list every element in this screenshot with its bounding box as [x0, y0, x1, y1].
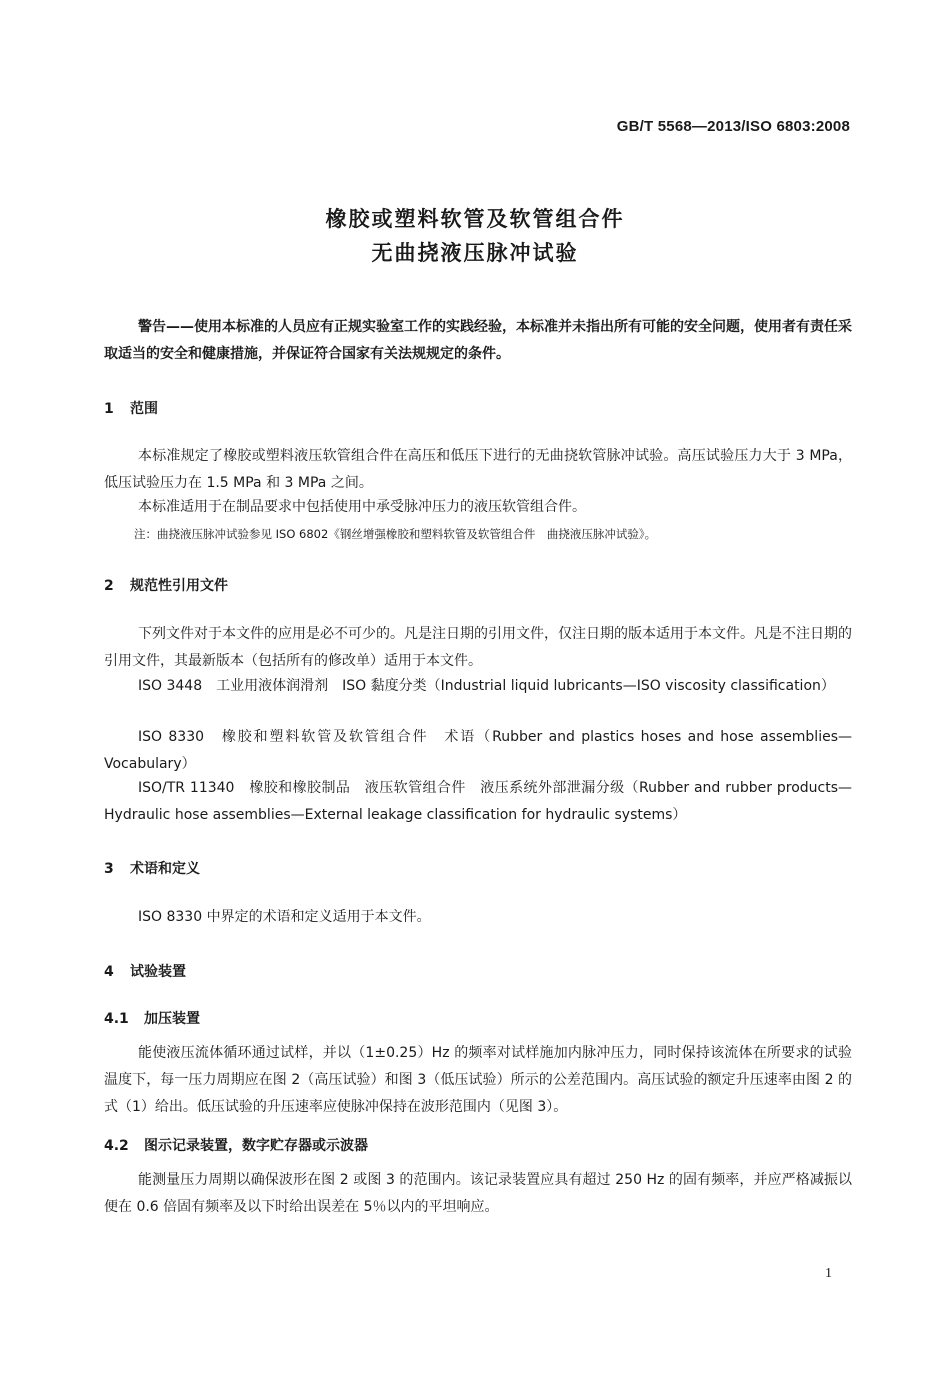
document-title-line-2: 无曲挠液压脉冲试验 — [371, 241, 579, 265]
reference-iso-8330: ISO 8330 橡胶和塑料软管及软管组合件 术语（Rubber and plastics hoses and hose assemblies—Vocabulary） — [104, 729, 852, 772]
reference-iso-tr-11340: ISO/TR 11340 橡胶和橡胶制品 液压软管组合件 液压系统外部泄漏分级（Rubber and rubber products—Hydraulic hose assemblies—External leakage classification for hydraulic systems） — [104, 780, 852, 823]
subsection-4-1-heading — [104, 1008, 200, 1028]
warning-text: 使用本标准的人员应有正规实验室工作的实践经验，本标准并未指出所有可能的安全问题，使用者有责任采取适当的安全和健康措施，并保证符合国家有关法规规定的条件。 — [104, 319, 852, 362]
section-title: 术语和定义 — [130, 861, 200, 877]
section-number: 4 — [104, 964, 114, 980]
section-title: 范围 — [130, 401, 158, 417]
section-3-heading — [104, 858, 200, 878]
reference-iso-3448: ISO 3448 工业用液体润滑剂 ISO 黏度分类（Industrial liquid lubricants—ISO viscosity classification） — [138, 678, 835, 694]
standard-code: GB/T 5568—2013/ISO 6803:2008 — [616, 118, 850, 135]
section-3-paragraph-1: ISO 8330 中界定的术语和定义适用于本文件。 — [138, 909, 431, 925]
section-1-heading — [104, 398, 158, 418]
subsection-number: 4.1 — [104, 1011, 129, 1027]
subsection-4-1-paragraph: 能使液压流体循环通过试样，并以（1±0.25）Hz 的频率对试样施加内脉冲压力，同时保持该流体在所要求的试验温度下，每一压力周期应在图 2（高压试验）和图 3（低压试验）所示的公差范围内。高压试验的额定升压速率由图 2 的式（1）给出。低压试验的升压速率应使脉冲保持在波形范围内（见图 3）。 — [104, 1045, 852, 1115]
section-1-note: 注：曲挠液压脉冲试验参见 ISO 6802《钢丝增强橡胶和塑料软管及软管组合件 曲挠液压脉冲试验》。 — [134, 527, 657, 541]
section-1-paragraph-1: 本标准规定了橡胶或塑料液压软管组合件在高压和低压下进行的无曲挠软管脉冲试验。高压试验压力大于 3 MPa，低压试验压力在 1.5 MPa 和 3 MPa 之间。 — [104, 448, 852, 491]
warning-label: 警告—— — [138, 319, 194, 335]
section-number: 2 — [104, 578, 114, 594]
subsection-4-2-heading — [104, 1135, 368, 1155]
section-2-paragraph-1: 下列文件对于本文件的应用是必不可少的。凡是注日期的引用文件，仅注日期的版本适用于本文件。凡是不注日期的引用文件，其最新版本（包括所有的修改单）适用于本文件。 — [104, 626, 852, 669]
section-title: 试验装置 — [130, 964, 186, 980]
warning-paragraph — [104, 314, 852, 368]
section-title: 规范性引用文件 — [130, 578, 228, 594]
subsection-number: 4.2 — [104, 1138, 129, 1154]
section-4-heading — [104, 961, 186, 981]
document-title-line-1: 橡胶或塑料软管及软管组合件 — [325, 207, 625, 231]
section-1-paragraph-2: 本标准适用于在制品要求中包括使用中承受脉冲压力的液压软管组合件。 — [138, 499, 586, 515]
page-number: 1 — [825, 1266, 832, 1281]
subsection-4-2-paragraph: 能测量压力周期以确保波形在图 2 或图 3 的范围内。该记录装置应具有超过 250 Hz 的固有频率，并应严格减振以便在 0.6 倍固有频率及以下时给出误差在 5％以内的平坦响应。 — [104, 1172, 852, 1215]
section-number: 1 — [104, 401, 114, 417]
subsection-title: 图示记录装置，数字贮存器或示波器 — [144, 1138, 368, 1154]
subsection-title: 加压装置 — [144, 1011, 200, 1027]
section-2-heading — [104, 575, 228, 595]
section-number: 3 — [104, 861, 114, 877]
